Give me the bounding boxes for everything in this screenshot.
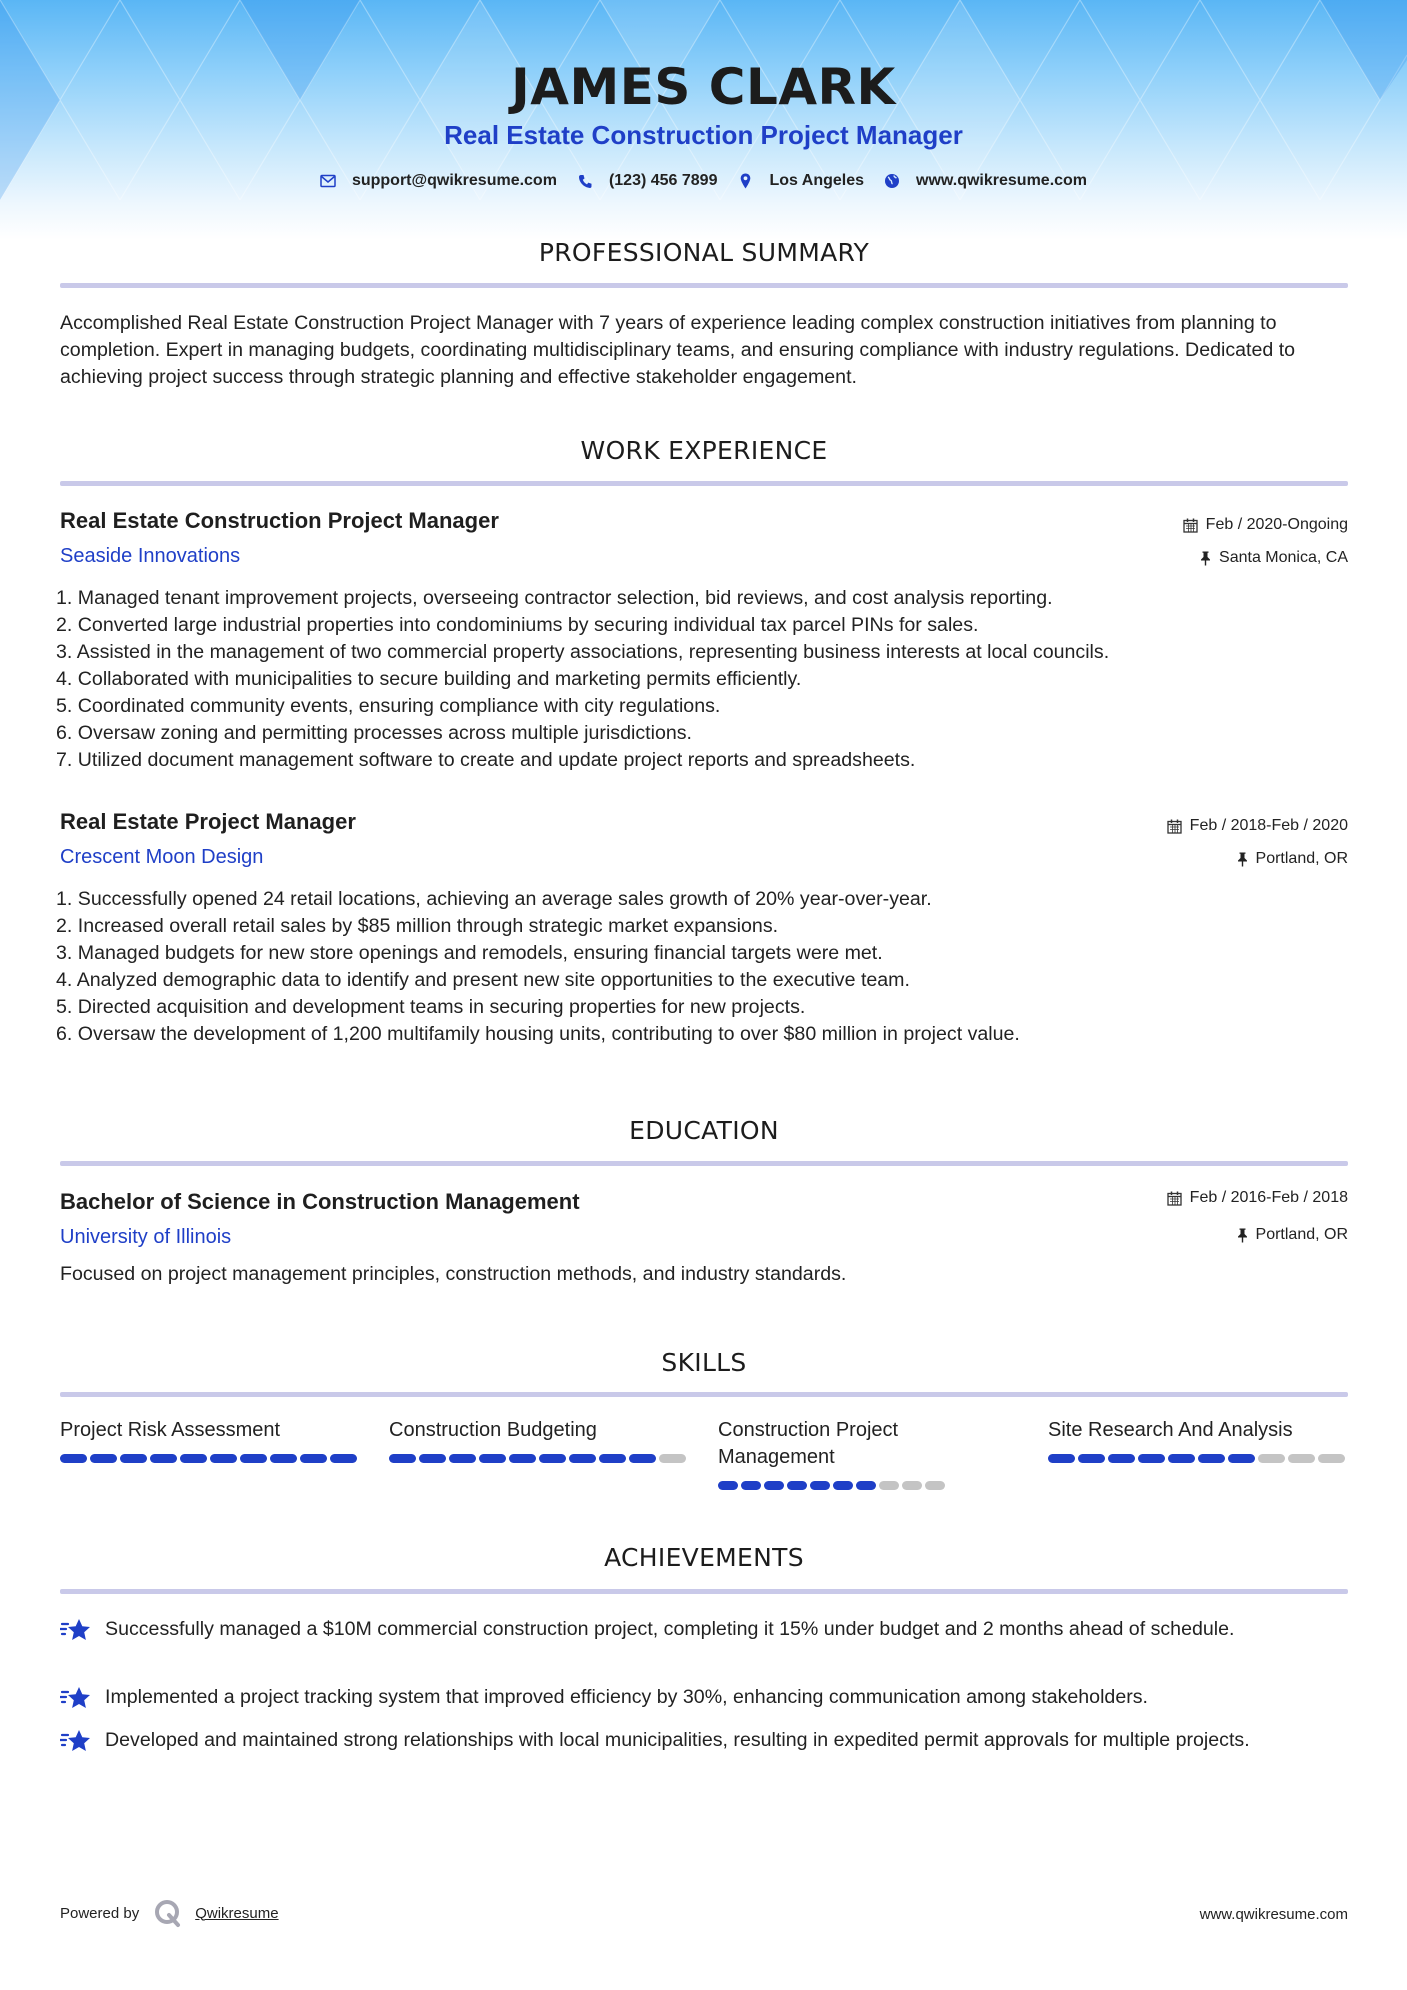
- job-company: Crescent Moon Design: [60, 846, 264, 868]
- list-item: 4. Collaborated with municipalities to secure building and marketing permits efficiently.: [56, 668, 802, 690]
- job-location: [1237, 850, 1348, 868]
- footer-powered-by: [60, 1898, 279, 1928]
- contact-email-text: support@qwikresume.com: [351, 172, 557, 189]
- skill-item: [60, 1417, 360, 1463]
- section-title-summary: PROFESSIONAL SUMMARY: [538, 238, 870, 267]
- skill-name: Construction Budgeting: [389, 1419, 597, 1441]
- skill-name: Construction Project Management: [718, 1419, 899, 1468]
- phone-icon: [577, 173, 593, 189]
- degree-title: Bachelor of Science in Construction Management: [60, 1189, 580, 1214]
- education-description: Focused on project management principles, construction methods, and industry standards.: [60, 1263, 847, 1285]
- achievement-item: [60, 1727, 1350, 1757]
- education-location-text: Portland, OR: [1255, 1226, 1348, 1243]
- candidate-role: Real Estate Construction Project Manager: [444, 120, 963, 150]
- section-title-achievements: ACHIEVEMENTS: [604, 1543, 804, 1572]
- qwikresume-logo-icon: [153, 1898, 183, 1928]
- job-title: Real Estate Project Manager: [60, 809, 356, 834]
- school-name: University of Illinois: [60, 1226, 232, 1248]
- section-divider: [60, 283, 1348, 288]
- contact-email[interactable]: [320, 172, 557, 190]
- section-divider: [60, 1161, 1348, 1166]
- skill-item: [1048, 1417, 1348, 1463]
- skill-name: Site Research And Analysis: [1048, 1419, 1293, 1441]
- pushpin-icon: [1237, 852, 1248, 867]
- job-dates-text: Feb / 2018-Feb / 2020: [1189, 817, 1348, 834]
- job-bullets: [56, 886, 1356, 1048]
- contact-phone[interactable]: [577, 172, 718, 190]
- achievement-text: Successfully managed a $10M commercial construction project, completing it 15% under budget and 2 months ahead of schedule.: [105, 1618, 1235, 1640]
- calendar-icon: [1167, 1191, 1182, 1206]
- list-item: 1. Successfully opened 24 retail locations, achieving an average sales growth of 20% year-over-year.: [56, 888, 932, 910]
- list-item: 5. Directed acquisition and development teams in securing properties for new projects.: [56, 996, 806, 1018]
- footer-url[interactable]: www.qwikresume.com: [1199, 1906, 1348, 1923]
- job-dates-text: Feb / 2020-Ongoing: [1205, 516, 1348, 533]
- star-icon: [60, 1684, 92, 1714]
- star-icon: [60, 1616, 92, 1646]
- section-title-experience: WORK EXPERIENCE: [580, 436, 828, 465]
- job-bullets: [56, 585, 1356, 774]
- calendar-icon: [1183, 518, 1198, 533]
- resume-header: [0, 0, 1407, 200]
- job-title: Real Estate Construction Project Manager: [60, 508, 499, 533]
- achievement-text: Implemented a project tracking system that improved efficiency by 30%, enhancing communication among stakeholders.: [105, 1686, 1148, 1708]
- job-company: Seaside Innovations: [60, 545, 241, 567]
- skill-item: [389, 1417, 689, 1463]
- calendar-icon: [1167, 819, 1182, 834]
- envelope-icon: [320, 173, 336, 189]
- job-location: [1200, 549, 1348, 567]
- list-item: 1. Managed tenant improvement projects, overseeing contractor selection, bid reviews, and cost analysis reporting.: [56, 587, 1053, 609]
- list-item: 2. Converted large industrial properties into condominiums by securing individual tax parcel PINs for sales.: [56, 614, 979, 636]
- job-location-text: Santa Monica, CA: [1219, 549, 1348, 566]
- list-item: 4. Analyzed demographic data to identify and present new site opportunities to the executive team.: [56, 969, 910, 991]
- skill-rating-bar: [60, 1454, 360, 1463]
- section-divider: [60, 1392, 1348, 1397]
- section-title-skills: SKILLS: [661, 1348, 747, 1377]
- section-divider: [60, 481, 1348, 486]
- job-dates: [1183, 516, 1348, 534]
- achievement-text: Developed and maintained strong relationships with local municipalities, resulting in expedited permit approvals for multiple projects.: [105, 1729, 1250, 1751]
- list-item: 3. Managed budgets for new store openings and remodels, ensuring financial targets were met.: [56, 942, 883, 964]
- skill-rating-bar: [1048, 1454, 1348, 1463]
- job-dates: [1167, 817, 1348, 835]
- education-location: [1237, 1226, 1348, 1244]
- list-item: 6. Oversaw zoning and permitting processes across multiple jurisdictions.: [56, 722, 692, 744]
- achievement-item: [60, 1616, 1350, 1646]
- pushpin-icon: [1200, 551, 1211, 566]
- list-item: 3. Assisted in the management of two commercial property associations, representing business interests at local councils.: [56, 641, 1110, 663]
- star-icon: [60, 1727, 92, 1757]
- contact-website-text: www.qwikresume.com: [916, 172, 1088, 189]
- skill-name: Project Risk Assessment: [60, 1419, 281, 1441]
- list-item: 2. Increased overall retail sales by $85 million through strategic market expansions.: [56, 915, 779, 937]
- contact-location: [737, 172, 864, 190]
- section-title-education: EDUCATION: [629, 1116, 779, 1145]
- job-location-text: Portland, OR: [1255, 850, 1348, 867]
- pushpin-icon: [1237, 1228, 1248, 1243]
- globe-icon: [884, 173, 900, 189]
- skill-rating-bar: [718, 1481, 948, 1490]
- contact-website[interactable]: [884, 172, 1087, 190]
- education-dates-text: Feb / 2016-Feb / 2018: [1189, 1189, 1348, 1206]
- list-item: 7. Utilized document management software to create and update project reports and spreadsheets.: [56, 749, 916, 771]
- summary-text: Accomplished Real Estate Construction Project Manager with 7 years of experience leading complex construction initiatives from planning to completion. Expert in managing budgets, coordinating multidisciplinary teams, and ensuring compliance with industry regulations. Dedicated to achieving project success through strategic planning and effective stakeholder engagement.: [60, 312, 1296, 388]
- contact-location-text: Los Angeles: [769, 172, 865, 189]
- education-dates: [1167, 1189, 1348, 1207]
- powered-by-label: Powered by: [60, 1904, 140, 1922]
- list-item: 6. Oversaw the development of 1,200 multifamily housing units, contributing to over $80 million in project value.: [56, 1023, 1020, 1045]
- contact-bar: [0, 172, 1407, 190]
- section-divider: [60, 1589, 1348, 1594]
- skill-item: [718, 1417, 948, 1490]
- map-pin-icon: [737, 173, 753, 189]
- candidate-name: JAMES CLARK: [511, 58, 896, 116]
- list-item: 5. Coordinated community events, ensuring compliance with city regulations.: [56, 695, 721, 717]
- contact-phone-text: (123) 456 7899: [608, 172, 718, 189]
- qwikresume-link[interactable]: Qwikresume: [195, 1904, 279, 1922]
- skill-rating-bar: [389, 1454, 689, 1463]
- achievement-item: [60, 1684, 1350, 1714]
